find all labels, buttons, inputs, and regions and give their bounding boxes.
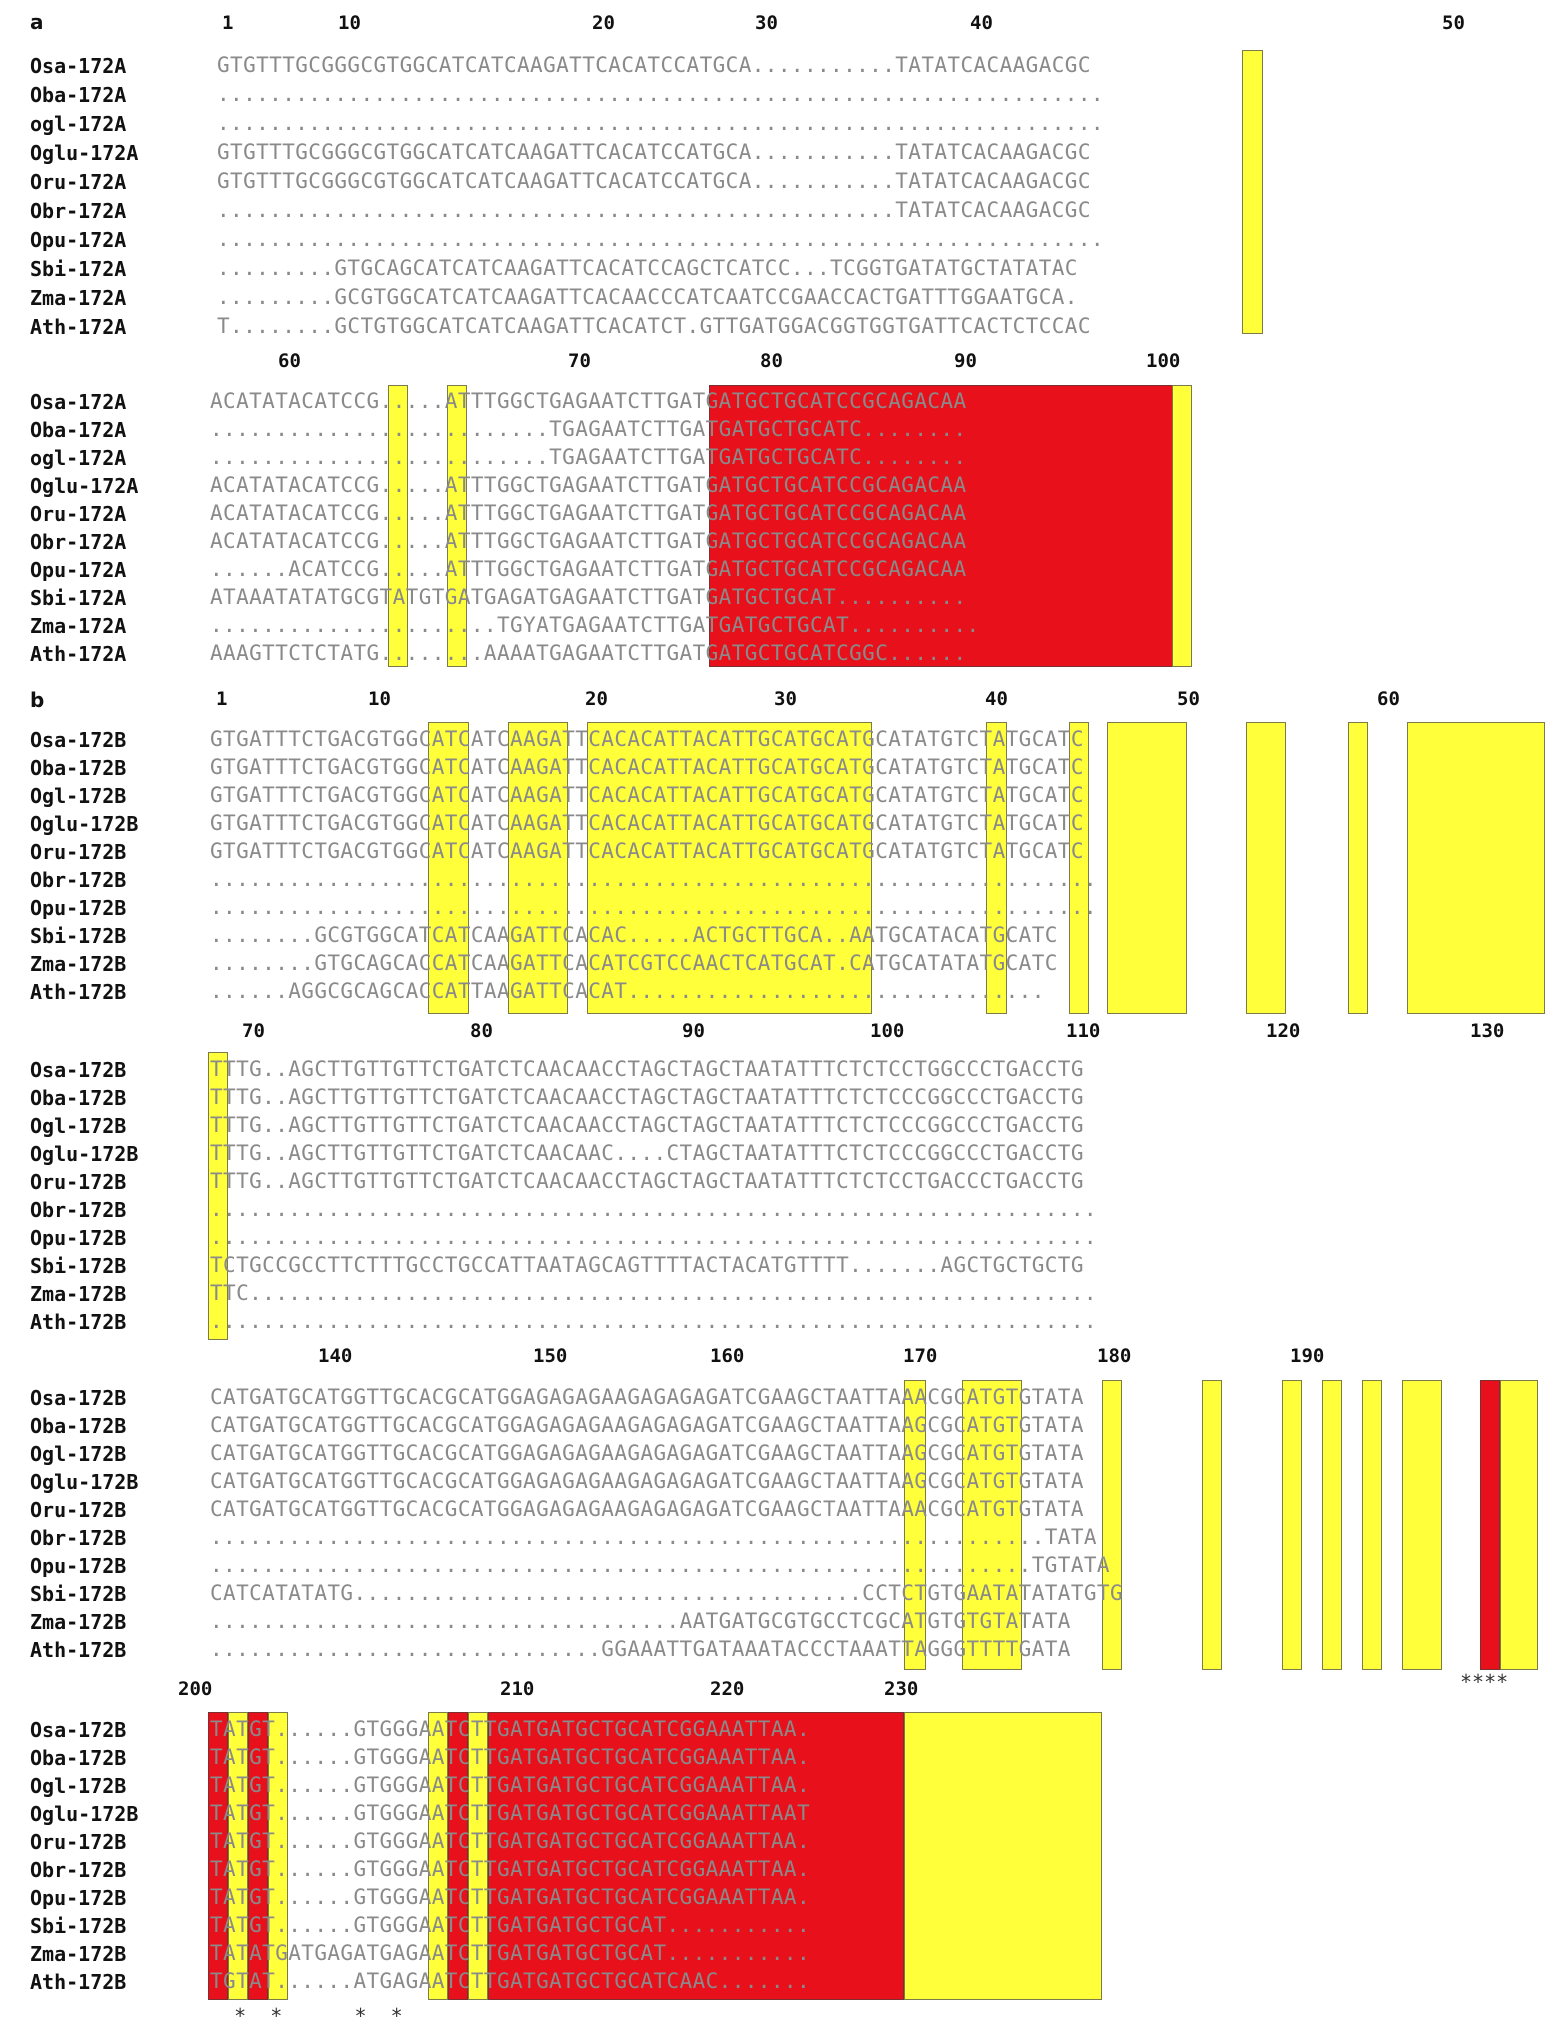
- position-tick: 90: [682, 1020, 705, 1042]
- sequence-label: Obr-172B: [30, 1526, 127, 1550]
- position-tick: 1: [216, 688, 228, 710]
- conservation-asterisks: * * * *: [210, 2004, 403, 2028]
- sequence-row: TCTGCCGCCTTCTTTGCCTGCCATTAATAGCAGTTTTACTACATGTTTT.......AGCTGCTGCTG: [210, 1253, 1084, 1277]
- sequence-label: Ath-172A: [30, 315, 127, 339]
- sequence-row: ATAAATATATGCGTATGTGATGAGATGAGAATCTTGATGATGCTGCAT..........: [210, 585, 967, 609]
- conserved-block-highlight: [1500, 1380, 1538, 1670]
- sequence-row: ..........................TGAGAATCTTGATGATGCTGCATC........: [210, 417, 967, 441]
- sequence-label: Obr-172B: [30, 1198, 127, 1222]
- sequence-label: Ogl-172B: [30, 784, 127, 808]
- sequence-row: TTTG..AGCTTGTTGTTCTGATCTCAACAAC....CTAGCTAATATTTCTCTCCCGGCCCTGACCTG: [210, 1141, 1084, 1165]
- position-tick: 20: [585, 688, 608, 710]
- sequence-label: Oba-172A: [30, 418, 127, 442]
- sequence-row: CATGATGCATGGTTGCACGCATGGAGAGAGAAGAGAGAGATCGAAGCTAATTAAACGCATGTGTATA: [210, 1497, 1084, 1521]
- position-tick: 50: [1442, 12, 1465, 34]
- sequence-label: Oru-172A: [30, 170, 127, 194]
- sequence-label: ogl-172A: [30, 112, 127, 136]
- position-tick: 160: [710, 1345, 745, 1367]
- sequence-row: TGTAT......ATGAGAATCTTGATGATGCTGCATCAAC.......: [210, 1969, 810, 1993]
- sequence-row: TATGT......GTGGGAATCTTGATGATGCTGCATCGGAAATTAA.: [210, 1885, 810, 1909]
- sequence-label: Osa-172B: [30, 1386, 127, 1410]
- position-tick: 130: [1470, 1020, 1505, 1042]
- sequence-label: Opu-172B: [30, 1226, 127, 1250]
- sequence-label: Oba-172B: [30, 1746, 127, 1770]
- sequence-row: ....................................................................: [217, 111, 1104, 135]
- sequence-label: Zma-172B: [30, 1942, 127, 1966]
- sequence-label: Opu-172B: [30, 1554, 127, 1578]
- sequence-row: GTGTTTGCGGGCGTGGCATCATCAAGATTCACATCCATGCA...........TATATCACAAGACGC: [217, 140, 1091, 164]
- sequence-row: GTGATTTCTGACGTGGCATCATCAAGATTCACACATTACATTGCATGCATGCATATGTCTATGCATC: [210, 727, 1084, 751]
- position-tick: 10: [368, 688, 391, 710]
- conserved-column-highlight: [1242, 50, 1263, 334]
- conserved-column-highlight: [1348, 722, 1368, 1014]
- sequence-row: CATGATGCATGGTTGCACGCATGGAGAGAGAAGAGAGAGATCGAAGCTAATTAAGCGCATGTGTATA: [210, 1441, 1084, 1465]
- sequence-row: TATGT......GTGGGAATCTTGATGATGCTGCATCGGAAATTAAT: [210, 1801, 810, 1825]
- sequence-row: TTTG..AGCTTGTTGTTCTGATCTCAACAACCTAGCTAGCTAATATTTCTCTCCTGGCCCTGACCTG: [210, 1057, 1084, 1081]
- sequence-label: Oba-172A: [30, 83, 127, 107]
- position-tick: 30: [774, 688, 797, 710]
- sequence-row: ....................................................TATATCACAAGACGC: [217, 198, 1091, 222]
- sequence-label: Oba-172B: [30, 756, 127, 780]
- sequence-label: Obr-172B: [30, 868, 127, 892]
- sequence-label: Oru-172B: [30, 1830, 127, 1854]
- position-tick: 1: [222, 12, 234, 34]
- sequence-row: TTTG..AGCTTGTTGTTCTGATCTCAACAACCTAGCTAGCTAATATTTCTCTCCCGGCCCTGACCTG: [210, 1085, 1084, 1109]
- conserved-red-column: [1480, 1380, 1500, 1670]
- sequence-row: ..............................GGAAATTGATAAATACCCTAAATTAGGGTTTTGATA: [210, 1637, 1071, 1661]
- sequence-row: ..........................TGAGAATCTTGATGATGCTGCATC........: [210, 445, 967, 469]
- sequence-row: ....................................AATGATGCGTGCCTCGCATGTGTGTATATA: [210, 1609, 1071, 1633]
- sequence-row: CATGATGCATGGTTGCACGCATGGAGAGAGAAGAGAGAGATCGAAGCTAATTAAGCGCATGTGTATA: [210, 1413, 1084, 1437]
- position-tick: 80: [760, 350, 783, 372]
- sequence-label: Opu-172A: [30, 228, 127, 252]
- conserved-column-highlight: [1202, 1380, 1222, 1670]
- position-tick: 120: [1266, 1020, 1301, 1042]
- sequence-row: TATGT......GTGGGAATCTTGATGATGCTGCAT...........: [210, 1913, 810, 1937]
- conserved-block-highlight: [904, 1712, 1102, 2000]
- position-tick: 230: [884, 1678, 919, 1700]
- sequence-label: Oglu-172B: [30, 1802, 139, 1826]
- sequence-label: Sbi-172B: [30, 1582, 127, 1606]
- sequence-label: Obr-172A: [30, 199, 127, 223]
- sequence-label: Sbi-172B: [30, 924, 127, 948]
- sequence-row: ...............................................................TGTATA: [210, 1553, 1110, 1577]
- sequence-row: ....................................................................: [210, 1309, 1097, 1333]
- conserved-block-highlight: [1402, 1380, 1442, 1670]
- sequence-row: GTGATTTCTGACGTGGCATCATCAAGATTCACACATTACATTGCATGCATGCATATGTCTATGCATC: [210, 811, 1084, 835]
- sequence-label: Osa-172B: [30, 728, 127, 752]
- sequence-label: Oglu-172B: [30, 1470, 139, 1494]
- position-tick: 60: [278, 350, 301, 372]
- sequence-label: Oglu-172B: [30, 812, 139, 836]
- sequence-label: Ath-172B: [30, 1310, 127, 1334]
- conserved-column-highlight: [1102, 1380, 1122, 1670]
- sequence-label: Oglu-172B: [30, 1142, 139, 1166]
- conserved-column-highlight: [1172, 385, 1192, 667]
- position-tick: 180: [1097, 1345, 1132, 1367]
- sequence-row: ....................................................................: [210, 867, 1097, 891]
- position-tick: 110: [1066, 1020, 1101, 1042]
- sequence-row: TATATGATGAGATGAGAATCTTGATGATGCTGCAT...........: [210, 1941, 810, 1965]
- sequence-row: ................................................................TATA: [210, 1525, 1097, 1549]
- sequence-label: Opu-172A: [30, 558, 127, 582]
- sequence-row: TTC.................................................................: [210, 1281, 1097, 1305]
- sequence-row: TATGT......GTGGGAATCTTGATGATGCTGCATCGGAAATTAA.: [210, 1773, 810, 1797]
- sequence-label: Opu-172B: [30, 1886, 127, 1910]
- position-tick: 40: [970, 12, 993, 34]
- position-tick: 190: [1290, 1345, 1325, 1367]
- sequence-label: Oglu-172A: [30, 474, 139, 498]
- sequence-label: Sbi-172A: [30, 257, 127, 281]
- conserved-column-highlight: [1322, 1380, 1342, 1670]
- sequence-row: GTGATTTCTGACGTGGCATCATCAAGATTCACACATTACATTGCATGCATGCATATGTCTATGCATC: [210, 783, 1084, 807]
- sequence-row: CATGATGCATGGTTGCACGCATGGAGAGAGAAGAGAGAGATCGAAGCTAATTAAGCGCATGTGTATA: [210, 1469, 1084, 1493]
- sequence-row: CATGATGCATGGTTGCACGCATGGAGAGAGAAGAGAGAGATCGAAGCTAATTAAACGCATGTGTATA: [210, 1385, 1084, 1409]
- sequence-label: Oru-172B: [30, 1498, 127, 1522]
- sequence-label: Zma-172A: [30, 286, 127, 310]
- sequence-row: GTGATTTCTGACGTGGCATCATCAAGATTCACACATTACATTGCATGCATGCATATGTCTATGCATC: [210, 839, 1084, 863]
- position-tick: 100: [870, 1020, 905, 1042]
- sequence-row: T........GCTGTGGCATCATCAAGATTCACATCT.GTTGATGGACGGTGGTGATTCACTCTCCAC: [217, 314, 1091, 338]
- sequence-row: ....................................................................: [210, 895, 1097, 919]
- sequence-row: CATCATATATG.......................................CCTCTGTGAATATATATGTG: [210, 1581, 1124, 1605]
- position-tick: 70: [242, 1020, 265, 1042]
- sequence-label: Zma-172B: [30, 1610, 127, 1634]
- sequence-label: Sbi-172B: [30, 1254, 127, 1278]
- sequence-row: ....................................................................: [210, 1197, 1097, 1221]
- sequence-label: Oru-172B: [30, 840, 127, 864]
- sequence-label: Osa-172B: [30, 1058, 127, 1082]
- sequence-label: Oba-172B: [30, 1414, 127, 1438]
- position-tick: 220: [710, 1678, 745, 1700]
- sequence-label: Ogl-172B: [30, 1114, 127, 1138]
- conserved-column-highlight: [1282, 1380, 1302, 1670]
- sequence-label: Obr-172B: [30, 1858, 127, 1882]
- sequence-label: Sbi-172B: [30, 1914, 127, 1938]
- sequence-label: Oru-172A: [30, 502, 127, 526]
- sequence-row: TATGT......GTGGGAATCTTGATGATGCTGCATCGGAAATTAA.: [210, 1717, 810, 1741]
- sequence-row: TATGT......GTGGGAATCTTGATGATGCTGCATCGGAAATTAA.: [210, 1857, 810, 1881]
- sequence-label: Oglu-172A: [30, 141, 139, 165]
- sequence-label: Osa-172A: [30, 390, 127, 414]
- position-tick: 100: [1146, 350, 1181, 372]
- position-tick: 60: [1377, 688, 1400, 710]
- panel-a-label: a: [30, 10, 44, 34]
- sequence-row: GTGATTTCTGACGTGGCATCATCAAGATTCACACATTACATTGCATGCATGCATATGTCTATGCATC: [210, 755, 1084, 779]
- sequence-label: Ath-172B: [30, 1638, 127, 1662]
- sequence-row: ........GTGCAGCACCATCAAGATTCACATCGTCCAACTCATGCAT.CATGCATATATGCATC: [210, 951, 1058, 975]
- position-tick: 20: [592, 12, 615, 34]
- position-tick: 40: [985, 688, 1008, 710]
- sequence-label: Opu-172B: [30, 896, 127, 920]
- sequence-row: ....................................................................: [217, 227, 1104, 251]
- sequence-row: ........GCGTGGCATCATCAAGATTCACAC.....ACTGCTTGCA..AATGCATACATGCATC: [210, 923, 1058, 947]
- sequence-row: GTGTTTGCGGGCGTGGCATCATCAAGATTCACATCCATGCA...........TATATCACAAGACGC: [217, 169, 1091, 193]
- sequence-label: Oba-172B: [30, 1086, 127, 1110]
- position-tick: 30: [755, 12, 778, 34]
- position-tick: 70: [568, 350, 591, 372]
- sequence-row: ......AGGCGCAGCACCATTAAGATTCACAT................................: [210, 979, 1045, 1003]
- position-tick: 90: [954, 350, 977, 372]
- sequence-row: ......ACATCCG.....ATTTGGCTGAGAATCTTGATGATGCTGCATCCGCAGACAA: [210, 557, 967, 581]
- position-tick: 10: [338, 12, 361, 34]
- conserved-column-highlight: [1362, 1380, 1382, 1670]
- position-tick: 170: [903, 1345, 938, 1367]
- conserved-block-highlight: [1246, 722, 1286, 1014]
- sequence-label: Ogl-172B: [30, 1774, 127, 1798]
- sequence-row: ACATATACATCCG.....ATTTGGCTGAGAATCTTGATGATGCTGCATCCGCAGACAA: [210, 529, 967, 553]
- sequence-label: Ath-172A: [30, 642, 127, 666]
- sequence-label: Zma-172A: [30, 614, 127, 638]
- sequence-row: TTTG..AGCTTGTTGTTCTGATCTCAACAACCTAGCTAGCTAATATTTCTCTCCTGACCCTGACCTG: [210, 1169, 1084, 1193]
- sequence-label: Zma-172B: [30, 1282, 127, 1306]
- position-tick: 200: [178, 1678, 213, 1700]
- sequence-label: Ath-172B: [30, 1970, 127, 1994]
- position-tick: 140: [318, 1345, 353, 1367]
- sequence-label: Osa-172B: [30, 1718, 127, 1742]
- conserved-block-highlight: [1407, 722, 1545, 1014]
- sequence-row: ACATATACATCCG.....ATTTGGCTGAGAATCTTGATGATGCTGCATCCGCAGACAA: [210, 473, 967, 497]
- sequence-row: ACATATACATCCG.....ATTTGGCTGAGAATCTTGATGATGCTGCATCCGCAGACAA: [210, 389, 967, 413]
- sequence-label: Sbi-172A: [30, 586, 127, 610]
- sequence-label: Obr-172A: [30, 530, 127, 554]
- sequence-label: Ogl-172B: [30, 1442, 127, 1466]
- position-tick: 50: [1177, 688, 1200, 710]
- sequence-row: TTTG..AGCTTGTTGTTCTGATCTCAACAACCTAGCTAGCTAATATTTCTCTCCCGGCCCTGACCTG: [210, 1113, 1084, 1137]
- conservation-asterisks: ****: [1460, 1670, 1509, 1694]
- sequence-row: .........GCGTGGCATCATCAAGATTCACAACCCATCAATCCGAACCACTGATTTGGAATGCA.: [217, 285, 1078, 309]
- sequence-row: ....................................................................: [217, 82, 1104, 106]
- sequence-label: Oru-172B: [30, 1170, 127, 1194]
- sequence-row: TATGT......GTGGGAATCTTGATGATGCTGCATCGGAAATTAA.: [210, 1829, 810, 1853]
- sequence-row: ......................TGYATGAGAATCTTGATGATGCTGCAT..........: [210, 613, 980, 637]
- position-tick: 210: [500, 1678, 535, 1700]
- sequence-row: AAAGTTCTCTATG........AAAATGAGAATCTTGATGATGCTGCATCGGC......: [210, 641, 967, 665]
- sequence-row: GTGTTTGCGGGCGTGGCATCATCAAGATTCACATCCATGCA...........TATATCACAAGACGC: [217, 53, 1091, 77]
- position-tick: 80: [470, 1020, 493, 1042]
- sequence-row: ACATATACATCCG.....ATTTGGCTGAGAATCTTGATGATGCTGCATCCGCAGACAA: [210, 501, 967, 525]
- sequence-label: Zma-172B: [30, 952, 127, 976]
- panel-b-label: b: [30, 688, 45, 712]
- sequence-label: ogl-172A: [30, 446, 127, 470]
- sequence-label: Osa-172A: [30, 54, 127, 78]
- sequence-row: .........GTGCAGCATCATCAAGATTCACATCCAGCTCATCC...TCGGTGATATGCTATATAC: [217, 256, 1078, 280]
- sequence-row: TATGT......GTGGGAATCTTGATGATGCTGCATCGGAAATTAA.: [210, 1745, 810, 1769]
- position-tick: 150: [533, 1345, 568, 1367]
- conserved-block-highlight: [1107, 722, 1187, 1014]
- sequence-label: Ath-172B: [30, 980, 127, 1004]
- sequence-row: ....................................................................: [210, 1225, 1097, 1249]
